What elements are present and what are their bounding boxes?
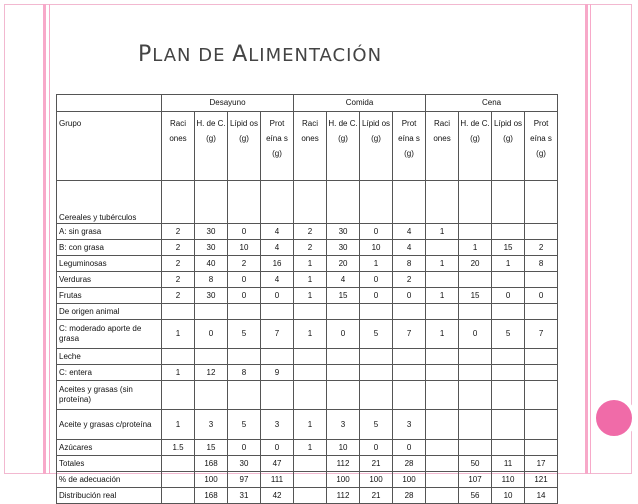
table-cell: 168	[195, 456, 228, 472]
table-cell: 5	[228, 410, 261, 440]
table-cell: 15	[327, 288, 360, 304]
table-cell: 0	[360, 440, 393, 456]
table-cell: 2	[525, 240, 558, 256]
table-cell	[459, 410, 492, 440]
row-label: C: entera	[57, 365, 162, 381]
table-cell	[294, 472, 327, 488]
table-cell: 111	[261, 472, 294, 488]
table-cell	[525, 410, 558, 440]
table-cell	[525, 381, 558, 410]
table-row	[57, 240, 558, 256]
table-cell	[294, 181, 327, 224]
table-row	[57, 320, 558, 349]
meal-header: Desayuno	[162, 95, 294, 112]
row-label: Leguminosas	[57, 256, 162, 272]
table-cell: 2	[162, 240, 195, 256]
table-cell: 0	[360, 272, 393, 288]
table-cell: 0	[360, 288, 393, 304]
table-cell	[162, 488, 195, 504]
table-cell	[492, 304, 525, 320]
table-cell: 1	[492, 256, 525, 272]
table-cell: 20	[459, 256, 492, 272]
table-cell	[162, 381, 195, 410]
table-row	[57, 181, 558, 224]
table-cell: 1	[294, 440, 327, 456]
table-cell: 1	[426, 256, 459, 272]
table-cell	[228, 304, 261, 320]
table-cell: 0	[360, 224, 393, 240]
title-part: LIMENTACIÓN	[248, 45, 383, 66]
table-cell: 2	[294, 224, 327, 240]
row-label: % de adecuación	[57, 472, 162, 488]
table-cell	[492, 181, 525, 224]
column-header: Prot eína s (g)	[261, 112, 294, 181]
table-cell	[195, 381, 228, 410]
table-cell	[327, 381, 360, 410]
meal-header: Comida	[294, 95, 426, 112]
table-cell	[426, 349, 459, 365]
table-cell: 4	[261, 240, 294, 256]
table-cell	[525, 181, 558, 224]
table-cell	[261, 381, 294, 410]
table-cell	[426, 304, 459, 320]
table-cell: 1	[294, 256, 327, 272]
table-cell	[228, 349, 261, 365]
table-cell	[459, 181, 492, 224]
table-cell: 3	[393, 410, 426, 440]
table-cell	[162, 304, 195, 320]
table-cell: 15	[195, 440, 228, 456]
table-cell: 1	[294, 410, 327, 440]
table-cell: 0	[261, 440, 294, 456]
table-cell	[294, 488, 327, 504]
table-cell: 0	[261, 288, 294, 304]
right-decor-bar	[585, 4, 588, 474]
title-part: A	[232, 42, 249, 67]
table-cell	[162, 181, 195, 224]
table-cell: 7	[393, 320, 426, 349]
table-cell: 1.5	[162, 440, 195, 456]
row-label: Frutas	[57, 288, 162, 304]
table-cell: 1	[294, 320, 327, 349]
row-label: C: moderado aporte de grasa	[57, 320, 162, 349]
table-cell	[459, 304, 492, 320]
table-cell	[294, 456, 327, 472]
table-row	[57, 224, 558, 240]
table-cell	[459, 440, 492, 456]
table-cell	[426, 272, 459, 288]
table-cell	[426, 240, 459, 256]
table-cell: 97	[228, 472, 261, 488]
table-cell	[459, 349, 492, 365]
table-cell: 4	[327, 272, 360, 288]
table-cell	[492, 272, 525, 288]
table-cell: 4	[393, 240, 426, 256]
column-header-row	[57, 112, 558, 181]
table-cell: 112	[327, 488, 360, 504]
table-cell: 8	[393, 256, 426, 272]
table-row	[57, 456, 558, 472]
table-cell: 0	[327, 320, 360, 349]
table-cell	[426, 365, 459, 381]
table-row	[57, 349, 558, 365]
table-cell	[294, 349, 327, 365]
title-part: P	[138, 42, 153, 67]
table-cell: 1	[294, 288, 327, 304]
row-label: De origen animal	[57, 304, 162, 320]
row-label: Verduras	[57, 272, 162, 288]
table-cell	[426, 440, 459, 456]
column-header: Lípid os (g)	[492, 112, 525, 181]
table-cell: 10	[327, 440, 360, 456]
table-row	[57, 272, 558, 288]
table-cell: 0	[195, 320, 228, 349]
table-cell: 40	[195, 256, 228, 272]
table-cell: 0	[228, 224, 261, 240]
table-cell: 9	[261, 365, 294, 381]
row-label: Azúcares	[57, 440, 162, 456]
table-cell	[525, 224, 558, 240]
table-cell: 1	[162, 410, 195, 440]
table-cell	[525, 349, 558, 365]
table-cell: 11	[492, 456, 525, 472]
left-decor-line	[49, 4, 50, 474]
table-cell	[327, 304, 360, 320]
table-cell: 1	[426, 320, 459, 349]
table-cell	[525, 440, 558, 456]
table-cell	[228, 181, 261, 224]
table-cell: 5	[360, 410, 393, 440]
grupo-header: Grupo	[57, 112, 162, 181]
table-cell	[360, 381, 393, 410]
table-cell	[393, 381, 426, 410]
table-cell: 1	[360, 256, 393, 272]
table-cell	[195, 181, 228, 224]
table-row	[57, 381, 558, 410]
row-label: B: con grasa	[57, 240, 162, 256]
column-header: Prot eína s (g)	[525, 112, 558, 181]
table-cell	[492, 410, 525, 440]
table-cell: 7	[261, 320, 294, 349]
table-cell: 4	[261, 224, 294, 240]
title-part: LAN DE	[152, 45, 233, 66]
slide-title	[138, 42, 382, 67]
right-decor-line	[590, 4, 591, 474]
table-cell	[492, 224, 525, 240]
column-header: H. de C. (g)	[459, 112, 492, 181]
row-label: Distribución real	[57, 488, 162, 504]
table-cell	[360, 349, 393, 365]
table-row	[57, 440, 558, 456]
table-cell	[294, 304, 327, 320]
table-cell	[294, 381, 327, 410]
table-cell: 2	[294, 240, 327, 256]
table-cell	[162, 349, 195, 365]
table-cell: 30	[327, 240, 360, 256]
table-row	[57, 304, 558, 320]
table-cell	[525, 304, 558, 320]
meal-plan-table	[56, 94, 558, 504]
table-cell: 3	[195, 410, 228, 440]
table-cell	[261, 349, 294, 365]
table-cell: 1	[426, 288, 459, 304]
table-cell: 7	[525, 320, 558, 349]
column-header: Raci ones	[162, 112, 195, 181]
table-cell: 12	[195, 365, 228, 381]
table-cell: 5	[228, 320, 261, 349]
table-cell: 30	[228, 456, 261, 472]
column-header: H. de C. (g)	[327, 112, 360, 181]
table-cell: 0	[492, 288, 525, 304]
table-cell: 4	[393, 224, 426, 240]
table-cell	[525, 272, 558, 288]
table-cell: 0	[393, 288, 426, 304]
left-decor-bar	[43, 4, 46, 474]
table-cell: 107	[459, 472, 492, 488]
table-cell: 16	[261, 256, 294, 272]
table-cell: 0	[228, 288, 261, 304]
table-cell	[492, 381, 525, 410]
column-header: Raci ones	[426, 112, 459, 181]
table-cell	[393, 181, 426, 224]
table-cell: 56	[459, 488, 492, 504]
table-row	[57, 410, 558, 440]
table-cell	[426, 488, 459, 504]
column-header: Lípid os (g)	[228, 112, 261, 181]
row-label: Totales	[57, 456, 162, 472]
table-cell: 112	[327, 456, 360, 472]
table-cell	[426, 181, 459, 224]
table-cell	[492, 440, 525, 456]
table-cell: 1	[162, 320, 195, 349]
table-cell: 1	[459, 240, 492, 256]
table-cell: 1	[162, 365, 195, 381]
table-cell: 0	[228, 272, 261, 288]
table-cell: 42	[261, 488, 294, 504]
table-cell	[426, 381, 459, 410]
table-row	[57, 488, 558, 504]
table-cell: 21	[360, 488, 393, 504]
table-cell	[162, 472, 195, 488]
table-cell: 110	[492, 472, 525, 488]
table-cell: 121	[525, 472, 558, 488]
table-cell	[393, 349, 426, 365]
table-cell	[459, 365, 492, 381]
meal-header: Cena	[426, 95, 558, 112]
table-cell	[261, 181, 294, 224]
table-row	[57, 365, 558, 381]
table-cell: 0	[393, 440, 426, 456]
row-label: Aceites y grasas (sin proteína)	[57, 381, 162, 410]
table-cell: 28	[393, 456, 426, 472]
table-cell: 1	[426, 224, 459, 240]
row-label: A: sin grasa	[57, 224, 162, 240]
table-cell	[426, 410, 459, 440]
table-cell	[426, 456, 459, 472]
column-header: H. de C. (g)	[195, 112, 228, 181]
table-cell: 15	[492, 240, 525, 256]
table-cell	[327, 349, 360, 365]
table-cell: 30	[327, 224, 360, 240]
table-cell	[261, 304, 294, 320]
table-cell: 0	[525, 288, 558, 304]
table-cell: 5	[360, 320, 393, 349]
table-cell	[393, 304, 426, 320]
table-cell	[360, 181, 393, 224]
table-cell: 2	[393, 272, 426, 288]
table-cell: 14	[525, 488, 558, 504]
column-header: Raci ones	[294, 112, 327, 181]
table-cell: 21	[360, 456, 393, 472]
table-cell: 10	[492, 488, 525, 504]
table-cell: 8	[195, 272, 228, 288]
table-cell: 2	[162, 272, 195, 288]
table-cell: 1	[294, 272, 327, 288]
table-cell: 100	[195, 472, 228, 488]
table-cell	[228, 381, 261, 410]
table-cell	[459, 381, 492, 410]
table-cell: 5	[492, 320, 525, 349]
table-cell: 47	[261, 456, 294, 472]
table-cell: 28	[393, 488, 426, 504]
row-label: Aceite y grasas c/proteína	[57, 410, 162, 440]
table-cell: 3	[327, 410, 360, 440]
table-cell	[492, 349, 525, 365]
table-row	[57, 288, 558, 304]
table-cell: 100	[393, 472, 426, 488]
column-header: Prot eína s (g)	[393, 112, 426, 181]
table-cell	[195, 304, 228, 320]
table-cell	[294, 365, 327, 381]
table-cell	[360, 304, 393, 320]
table-cell	[492, 365, 525, 381]
table-cell: 0	[459, 320, 492, 349]
table-cell	[459, 224, 492, 240]
table-cell: 2	[162, 224, 195, 240]
table-cell: 10	[360, 240, 393, 256]
table-cell: 8	[228, 365, 261, 381]
column-header: Lípid os (g)	[360, 112, 393, 181]
table-cell: 100	[327, 472, 360, 488]
row-label: Leche	[57, 349, 162, 365]
table-row	[57, 472, 558, 488]
table-cell	[393, 365, 426, 381]
table-cell: 0	[228, 440, 261, 456]
table-cell: 50	[459, 456, 492, 472]
table-cell	[459, 272, 492, 288]
table-cell	[195, 349, 228, 365]
table-cell: 100	[360, 472, 393, 488]
header-empty	[57, 95, 162, 112]
table-cell: 30	[195, 288, 228, 304]
table-cell: 31	[228, 488, 261, 504]
table-cell: 4	[261, 272, 294, 288]
table-cell: 10	[228, 240, 261, 256]
table-cell	[327, 181, 360, 224]
table-cell: 15	[459, 288, 492, 304]
table-cell	[162, 456, 195, 472]
table-cell: 30	[195, 224, 228, 240]
table-cell: 2	[162, 288, 195, 304]
row-label: Cereales y tubérculos	[57, 181, 162, 224]
table-cell: 17	[525, 456, 558, 472]
table-row	[57, 256, 558, 272]
pink-circle-decoration	[592, 396, 636, 440]
table-cell	[426, 472, 459, 488]
table-cell	[327, 365, 360, 381]
table-cell: 8	[525, 256, 558, 272]
table-cell: 168	[195, 488, 228, 504]
table-cell	[525, 365, 558, 381]
table-cell: 2	[162, 256, 195, 272]
table-cell	[360, 365, 393, 381]
table-cell: 3	[261, 410, 294, 440]
table-cell: 20	[327, 256, 360, 272]
table-cell: 30	[195, 240, 228, 256]
meal-header-row	[57, 95, 558, 112]
table-cell: 2	[228, 256, 261, 272]
